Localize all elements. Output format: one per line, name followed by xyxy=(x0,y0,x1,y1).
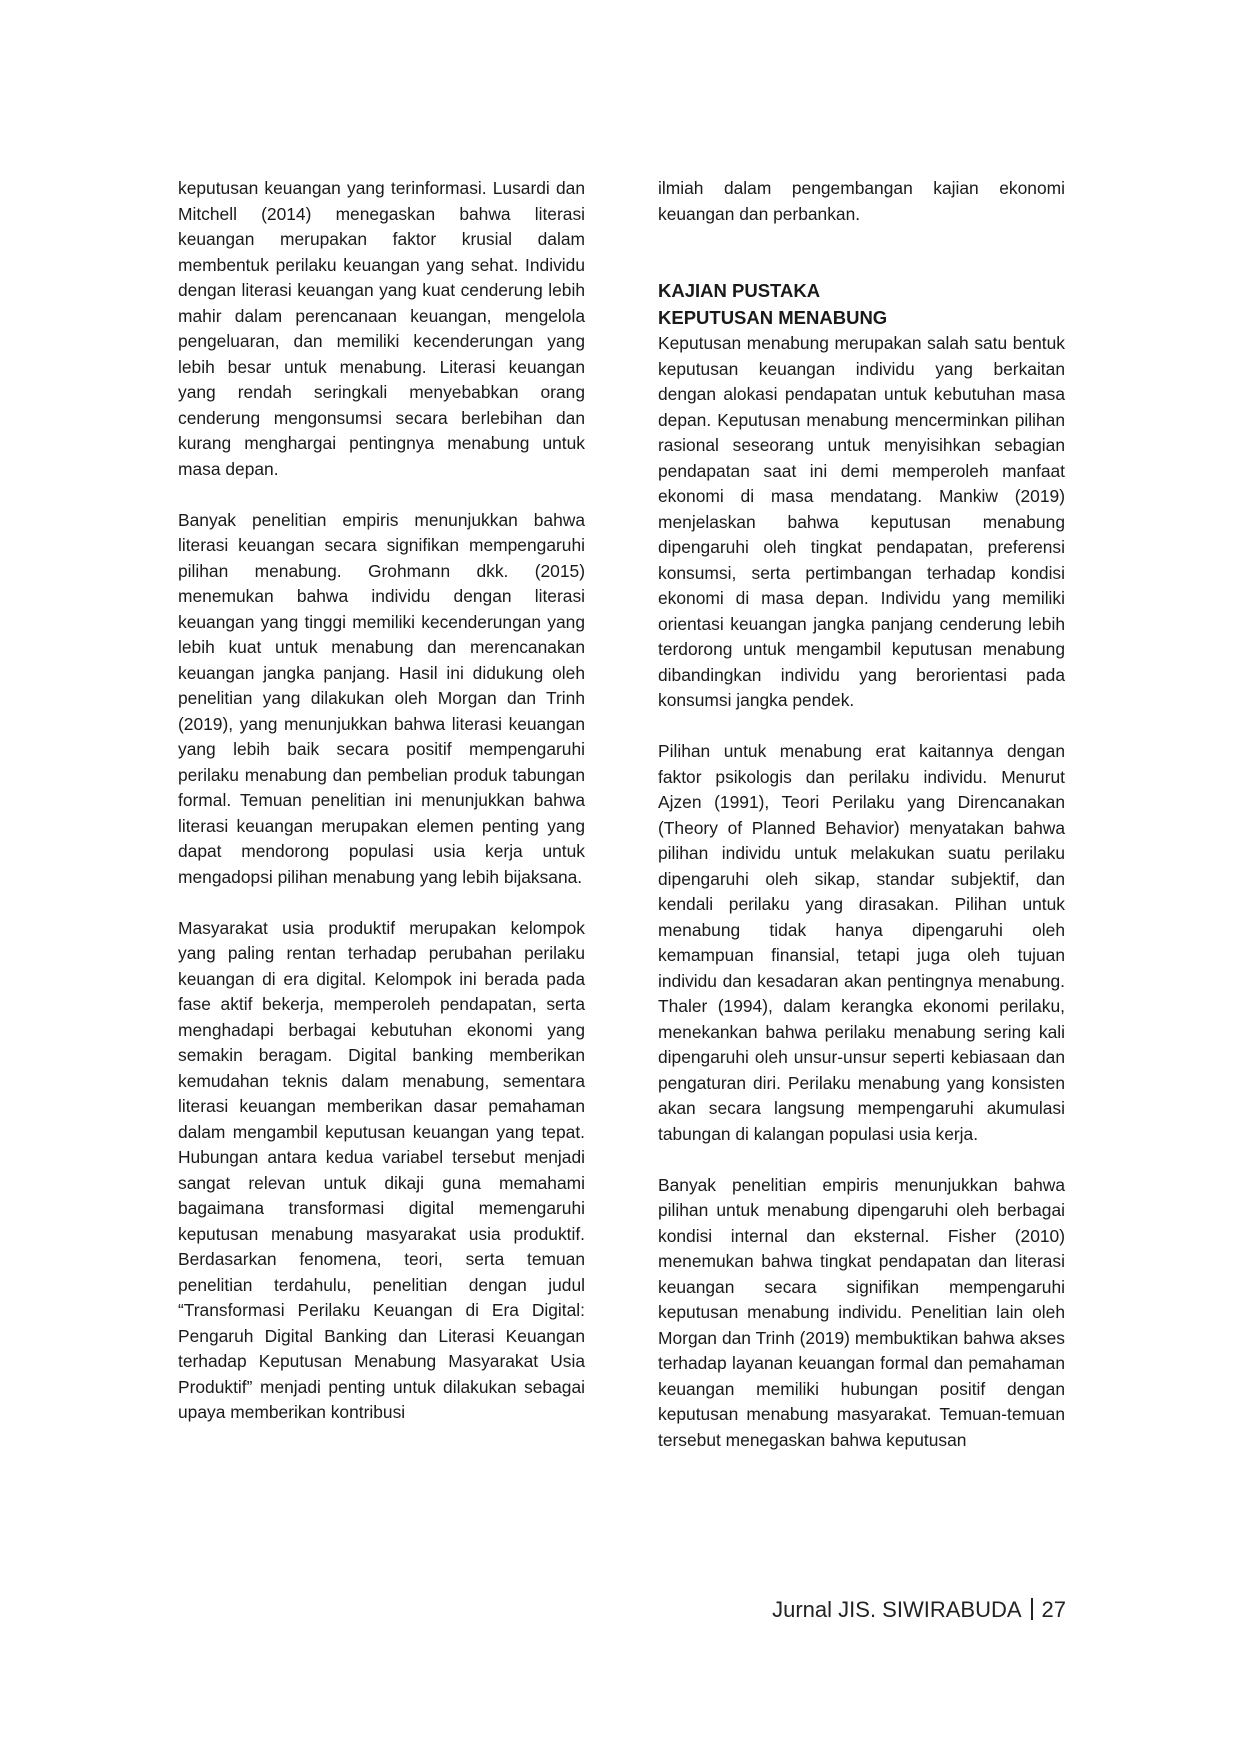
section-heading: KAJIAN PUSTAKA xyxy=(658,280,821,301)
right-column xyxy=(658,176,1065,1453)
left-column xyxy=(178,176,585,1426)
body-paragraph: Pilihan untuk menabung erat kaitannya dengan faktor psikologis dan perilaku individu. Menurut Ajzen (1991), Teori Perilaku yang Direncanakan (Theory of Planned Behavior) menyatakan bahwa pilihan individu untuk melakukan suatu perilaku dipengaruhi oleh sikap, standar subjektif, dan kendali perilaku yang dirasakan. Pilihan untuk menabung tidak hanya dipengaruhi oleh kemampuan finansial, tetapi juga oleh tujuan individu dan kesadaran akan pentingnya menabung. Thaler (1994), dalam kerangka ekonomi perilaku, menekankan bahwa perilaku menabung sering kali dipengaruhi oleh unsur-unsur seperti kebiasaan dan pengaturan diri. Perilaku menabung yang konsisten akan secara langsung mempengaruhi akumulasi tabungan di kalangan populasi usia kerja. xyxy=(658,741,1065,1144)
page-number: 27 xyxy=(1041,1597,1066,1622)
journal-name: Jurnal JIS. SIWIRABUDA xyxy=(772,1597,1022,1622)
body-paragraph: Banyak penelitian empiris menunjukkan bahwa literasi keuangan secara signifikan mempengaruhi pilihan menabung. Grohmann dkk. (2015) menemukan bahwa individu dengan literasi keuangan yang tinggi memiliki kecenderungan yang lebih kuat untuk menabung dan merencanakan keuangan jangka panjang. Hasil ini didukung oleh penelitian yang dilakukan oleh Morgan dan Trinh (2019), yang menunjukkan bahwa literasi keuangan yang lebih baik secara positif mempengaruhi perilaku menabung dan pembelian produk tabungan formal. Temuan penelitian ini menunjukkan bahwa literasi keuangan merupakan elemen penting yang dapat mendorong populasi usia kerja untuk mengadopsi pilihan menabung yang lebih bijaksana. xyxy=(178,509,585,887)
body-paragraph: Keputusan menabung merupakan salah satu bentuk keputusan keuangan individu yang berkaitan dengan alokasi pendapatan untuk kebutuhan masa depan. Keputusan menabung mencerminkan pilihan rasional seseorang untuk menyisihkan sebagian pendapatan saat ini demi memperoleh manfaat ekonomi di masa mendatang. Mankiw (2019) menjelaskan bahwa keputusan menabung dipengaruhi oleh tingkat pendapatan, preferensi konsumsi, serta pertimbangan terhadap kondisi ekonomi di masa depan. Individu yang memiliki orientasi keuangan jangka panjang cenderung lebih terdorong untuk mengambil keputusan menabung dibandingkan individu yang berorientasi pada konsumsi jangka pendek. xyxy=(658,333,1065,710)
page-footer xyxy=(772,1597,1066,1623)
section-spacer xyxy=(658,227,1065,277)
body-paragraph: Banyak penelitian empiris menunjukkan bahwa pilihan untuk menabung dipengaruhi oleh berbagai kondisi internal dan eksternal. Fisher (2010) menemukan bahwa tingkat pendapatan dan literasi keuangan secara signifikan mempengaruhi keputusan menabung individu. Penelitian lain oleh Morgan dan Trinh (2019) membuktikan bahwa akses terhadap layanan keuangan formal dan pemahaman keuangan memiliki hubungan positif dengan keputusan menabung masyarakat. Temuan-temuan tersebut menegaskan bahwa keputusan xyxy=(658,1174,1065,1450)
body-paragraph: Masyarakat usia produktif merupakan kelompok yang paling rentan terhadap perubahan perilaku keuangan di era digital. Kelompok ini berada pada fase aktif bekerja, memperoleh pendapatan, serta menghadapi berbagai kebutuhan ekonomi yang semakin beragam. Digital banking memberikan kemudahan teknis dalam menabung, sementara literasi keuangan memberikan dasar pemahaman dalam mengambil keputusan keuangan yang tepat. Hubungan antara kedua variabel tersebut menjadi sangat relevan untuk dikaji guna memahami bagaimana transformasi digital memengaruhi keputusan menabung masyarakat usia produktif. Berdasarkan fenomena, teori, serta temuan penelitian terdahulu, penelitian dengan judul “Transformasi Perilaku Keuangan di Era Digital: Pengaruh Digital Banking dan Literasi Keuangan terhadap Keputusan Menabung Masyarakat Usia Produktif” menjadi penting untuk dilakukan sebagai upaya memberikan kontribusi xyxy=(178,917,585,1422)
body-paragraph: keputusan keuangan yang terinformasi. Lusardi dan Mitchell (2014) menegaskan bahwa literasi keuangan merupakan faktor krusial dalam membentuk perilaku keuangan yang sehat. Individu dengan literasi keuangan yang kuat cenderung lebih mahir dalam perencanaan keuangan, mengelola pengeluaran, dan memiliki kecenderungan yang lebih besar untuk menabung. Literasi keuangan yang rendah seringkali menyebabkan orang cenderung mengonsumsi secara berlebihan dan kurang menghargai pentingnya menabung untuk masa depan. xyxy=(178,178,585,479)
body-paragraph: ilmiah dalam pengembangan kajian ekonomi keuangan dan perbankan. xyxy=(658,178,1065,224)
footer-separator xyxy=(1031,1598,1033,1620)
subsection-heading: KEPUTUSAN MENABUNG xyxy=(658,307,888,328)
